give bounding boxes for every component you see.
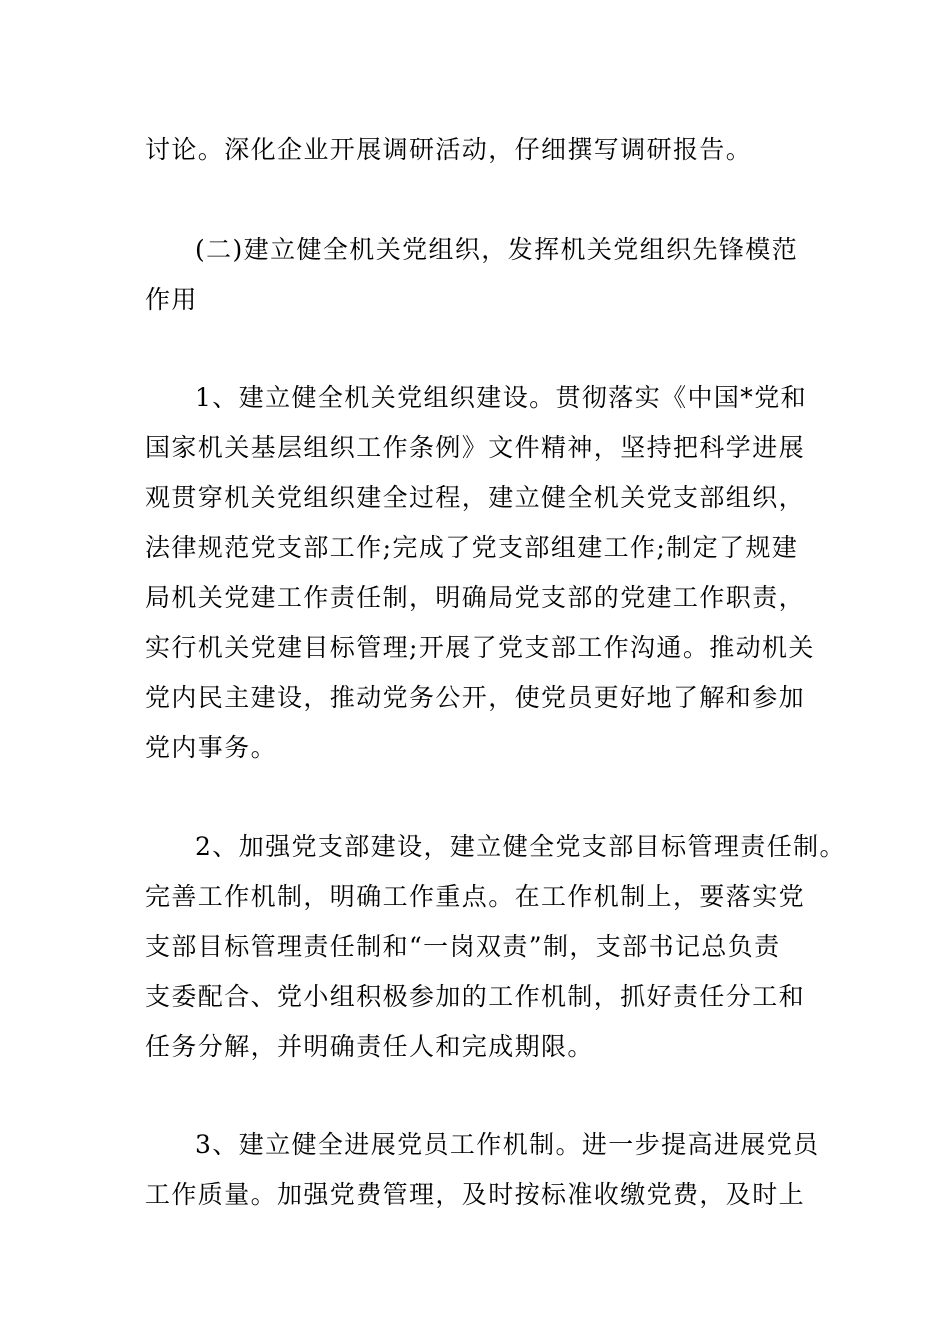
text-line: 任务分解，并明确责任人和完成期限。 xyxy=(145,1032,594,1061)
text-line: 观贯穿机关党组织建全过程，建立健全机关党支部组织， xyxy=(145,483,806,512)
text-line: 3、建立健全进展党员工作机制。进一步提高进展党员 xyxy=(195,1130,820,1159)
text-line: 工作质量。加强党费管理，及时按标准收缴党费，及时上 xyxy=(145,1180,806,1209)
text-line: 讨论。深化企业开展调研活动，仔细撰写调研报告。 xyxy=(145,135,753,164)
text-line: 局机关党建工作责任制，明确局党支部的党建工作职责， xyxy=(145,583,806,612)
paragraph-item-3 xyxy=(145,1120,820,1220)
paragraph-item-2 xyxy=(145,822,846,1072)
text-line: 实行机关党建目标管理;开展了党支部工作沟通。推动机关 xyxy=(145,633,815,662)
text-line: 党内事务。 xyxy=(145,733,278,762)
text-line: 作用 xyxy=(145,285,198,314)
text-line: (二)建立健全机关党组织，发挥机关党组织先锋模范 xyxy=(195,235,799,264)
text-line: 支部目标管理责任制和“一岗双责”制，支部书记总负责 xyxy=(145,932,781,961)
text-line: 完善工作机制，明确工作重点。在工作机制上，要落实党 xyxy=(145,882,806,911)
paragraph-intro-tail xyxy=(145,125,815,175)
paragraph-item-1 xyxy=(145,373,815,773)
section-heading-2 xyxy=(145,225,815,325)
text-line: 支委配合、党小组积极参加的工作机制，抓好责任分工和 xyxy=(145,982,806,1011)
text-line: 法律规范党支部工作;完成了党支部组建工作;制定了规建 xyxy=(145,533,799,562)
text-line: 1、建立健全机关党组织建设。贯彻落实《中国*党和 xyxy=(195,383,808,412)
text-line: 党内民主建设，推动党务公开，使党员更好地了解和参加 xyxy=(145,683,806,712)
text-line: 2、加强党支部建设，建立健全党支部目标管理责任制。 xyxy=(195,832,846,861)
text-line: 国家机关基层组织工作条例》文件精神，坚持把科学进展 xyxy=(145,433,806,462)
